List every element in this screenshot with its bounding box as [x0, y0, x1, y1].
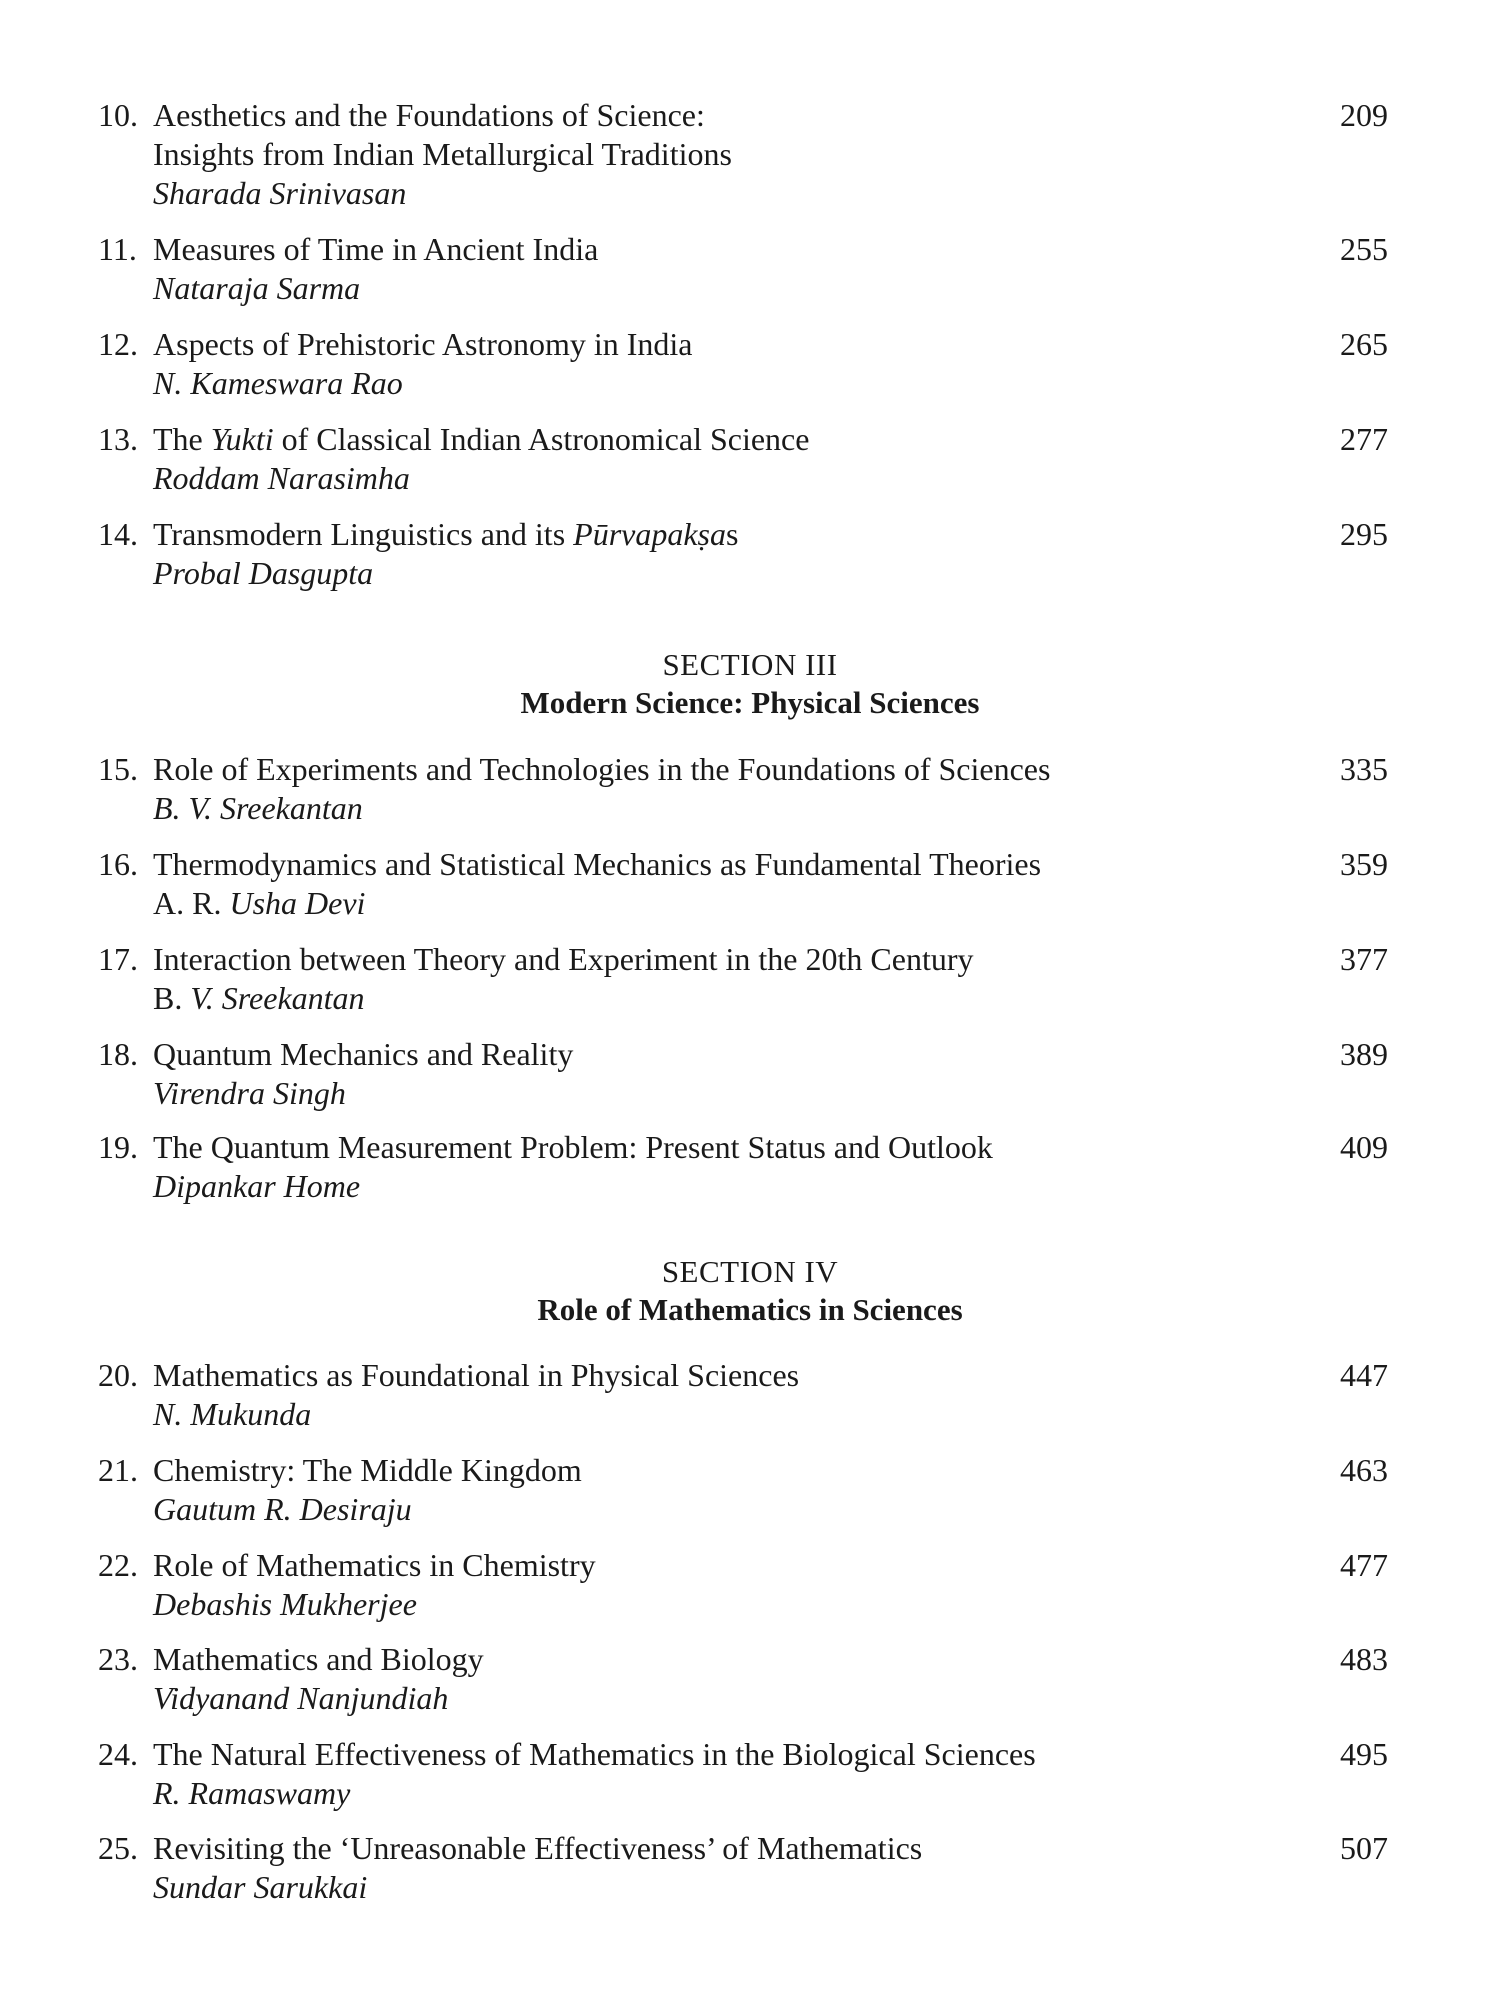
entry-page-number: 209	[1340, 97, 1388, 133]
entry-title: Mathematics as Foundational in Physical Sciences	[153, 1357, 800, 1393]
entry-number: 23.	[98, 1641, 138, 1677]
entry-number: 10.	[98, 97, 138, 133]
entry-page-number: 389	[1340, 1036, 1388, 1072]
entry-author: Sundar Sarukkai	[153, 1869, 368, 1905]
entry-page-number: 409	[1340, 1129, 1388, 1165]
entry-author: Roddam Narasimha	[153, 460, 410, 496]
entry-page-number: 295	[1340, 516, 1388, 552]
entry-title: Aspects of Prehistoric Astronomy in India	[153, 326, 693, 362]
entry-author: Debashis Mukherjee	[153, 1586, 417, 1622]
entry-number: 14.	[98, 516, 138, 552]
entry-number: 24.	[98, 1736, 138, 1772]
entry-page-number: 447	[1340, 1357, 1388, 1393]
entry-number: 22.	[98, 1547, 138, 1583]
entry-page-number: 463	[1340, 1452, 1388, 1488]
entry-title: Mathematics and Biology	[153, 1641, 484, 1677]
entry-title: The Quantum Measurement Problem: Present Status and Outlook	[153, 1129, 993, 1165]
section-label: SECTION IV	[661, 1254, 839, 1289]
entry-number: 17.	[98, 941, 138, 977]
entry-number: 15.	[98, 751, 138, 787]
entry-title-line-2: Insights from Indian Metallurgical Traditions	[153, 136, 732, 172]
entry-page-number: 359	[1340, 846, 1388, 882]
entry-page-number: 335	[1340, 751, 1388, 787]
entry-page-number: 483	[1340, 1641, 1388, 1677]
entry-page-number: 277	[1340, 421, 1388, 457]
entry-page-number: 507	[1340, 1830, 1388, 1866]
entry-number: 21.	[98, 1452, 138, 1488]
entry-page-number: 255	[1340, 231, 1388, 267]
entry-number: 19.	[98, 1129, 138, 1165]
section-label: SECTION III	[662, 647, 838, 682]
entry-title: Transmodern Linguistics and its Pūrvapakṣas	[153, 516, 739, 552]
section-heading: Role of Mathematics in Sciences	[537, 1292, 963, 1327]
entry-author: Vidyanand Nanjundiah	[153, 1680, 449, 1716]
entry-title: The Yukti of Classical Indian Astronomical Science	[153, 421, 810, 457]
entry-number: 13.	[98, 421, 138, 457]
entry-author: Gautum R. Desiraju	[153, 1491, 412, 1527]
entry-author: Virendra Singh	[153, 1075, 346, 1111]
entry-title: Measures of Time in Ancient India	[153, 231, 599, 267]
entry-author: A. R. Usha Devi	[153, 885, 366, 921]
section-header-iv	[0, 1253, 1500, 1329]
entry-author: B. V. Sreekantan	[153, 980, 365, 1016]
entry-author: Probal Dasgupta	[153, 555, 374, 591]
entry-author: Dipankar Home	[153, 1168, 361, 1204]
entry-page-number: 265	[1340, 326, 1388, 362]
entry-number: 18.	[98, 1036, 138, 1072]
entry-title: The Natural Effectiveness of Mathematics in the Biological Sciences	[153, 1736, 1036, 1772]
entry-page-number: 477	[1340, 1547, 1388, 1583]
entry-page-number: 377	[1340, 941, 1388, 977]
section-heading: Modern Science: Physical Sciences	[520, 685, 980, 720]
entry-title: Role of Experiments and Technologies in the Foundations of Sciences	[153, 751, 1051, 787]
entry-title: Thermodynamics and Statistical Mechanics as Fundamental Theories	[153, 846, 1042, 882]
section-header-iii	[0, 646, 1500, 722]
entry-number: 16.	[98, 846, 138, 882]
entry-number: 11.	[98, 231, 137, 267]
entry-title: Interaction between Theory and Experiment in the 20th Century	[153, 941, 974, 977]
entry-author: Nataraja Sarma	[153, 270, 361, 306]
entry-title: Aesthetics and the Foundations of Science:	[153, 97, 705, 133]
entry-author: Sharada Srinivasan	[153, 175, 407, 211]
entry-title: Revisiting the ‘Unreasonable Effectiveness’ of Mathematics	[153, 1830, 923, 1866]
entry-author: R. Ramaswamy	[153, 1775, 351, 1811]
entry-number: 25.	[98, 1830, 138, 1866]
entry-author: N. Kameswara Rao	[153, 365, 403, 401]
entry-title: Quantum Mechanics and Reality	[153, 1036, 574, 1072]
entry-title: Role of Mathematics in Chemistry	[153, 1547, 596, 1583]
entry-page-number: 495	[1340, 1736, 1388, 1772]
entry-title: Chemistry: The Middle Kingdom	[153, 1452, 582, 1488]
entry-number: 20.	[98, 1357, 138, 1393]
entry-author: N. Mukunda	[153, 1396, 312, 1432]
entry-author: B. V. Sreekantan	[153, 790, 363, 826]
entry-number: 12.	[98, 326, 138, 362]
